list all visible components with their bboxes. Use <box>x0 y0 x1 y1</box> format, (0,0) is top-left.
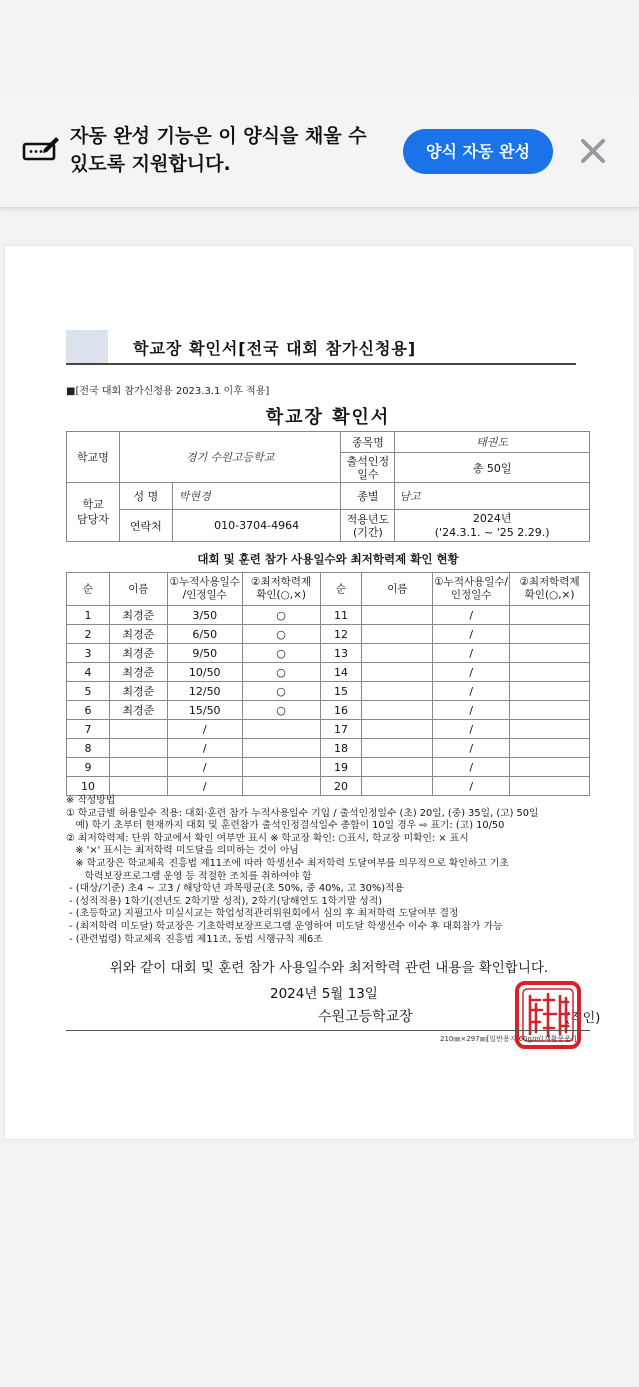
row-days: / <box>433 739 510 758</box>
row-check: ○ <box>242 606 320 625</box>
table-row <box>67 644 590 663</box>
col-check: ②최저학력제 확인(○,×) <box>242 573 320 606</box>
row-days: 3/50 <box>167 606 242 625</box>
row-name <box>362 758 433 777</box>
usage-table-header <box>67 573 590 606</box>
row-name <box>362 663 433 682</box>
instruction-line: ※ 학교장은 학교체육 진흥법 제11조에 따라 학생선수 최저학력 도달여부를 의무적으로 확인하고 기초 <box>66 857 509 869</box>
row-name <box>109 739 167 758</box>
row-no: 11 <box>320 606 362 625</box>
header-decor <box>66 330 108 364</box>
row-check <box>242 758 320 777</box>
period-value: ('24.3.1. ~ '25 2.29.) <box>434 525 550 539</box>
row-days: / <box>433 644 510 663</box>
row-no: 3 <box>67 644 110 663</box>
staff-label: 학교 담당자 <box>67 483 120 542</box>
row-name <box>362 777 433 796</box>
contact-label: 연락처 <box>119 510 172 542</box>
instructions <box>66 795 596 946</box>
row-no: 7 <box>67 720 110 739</box>
table-row <box>67 682 590 701</box>
table-row <box>67 758 590 777</box>
col-check-2: ②최저학력제 확인(○,×) <box>510 573 590 606</box>
instruction-line: ① 학교급별 허용일수 적용: 대회·훈련 참가 누적사용일수 기입 / 출석인정일수 (초) 20일, (중) 35일, (고) 50일 <box>66 807 539 819</box>
principal-name: 수원고등학교장 <box>318 1009 413 1025</box>
form-subnote: ■[전국 대회 참가신청용 2023.3.1 이후 적용] <box>66 386 270 397</box>
table-row <box>67 701 590 720</box>
instruction-line: - (대상/기준) 초4 ~ 고3 / 해당학년 과목평균(초 50%, 중 40%, 고 30%)적용 <box>66 883 404 895</box>
row-no: 18 <box>320 739 362 758</box>
row-days: / <box>167 758 242 777</box>
row-days: 15/50 <box>167 701 242 720</box>
row-name: 최경준 <box>109 625 167 644</box>
row-days: / <box>433 625 510 644</box>
row-no: 14 <box>320 663 362 682</box>
row-days: / <box>433 606 510 625</box>
row-check <box>510 625 590 644</box>
row-days: / <box>433 720 510 739</box>
row-check <box>510 663 590 682</box>
row-check <box>510 701 590 720</box>
instruction-line: ※ 작성방법 <box>66 795 116 806</box>
row-check: ○ <box>242 701 320 720</box>
row-check <box>242 777 320 796</box>
name-label: 성 명 <box>119 483 172 510</box>
row-no: 4 <box>67 663 110 682</box>
row-days: 12/50 <box>167 682 242 701</box>
table-row <box>67 625 590 644</box>
row-days: / <box>167 720 242 739</box>
instruction-line: - (초등학교) 지필고사 미실시교는 학업성적관리위원회에서 심의 후 최저학력 도달여부 결정 <box>66 908 459 920</box>
sport-label: 종목명 <box>341 432 395 453</box>
row-days: 10/50 <box>167 663 242 682</box>
row-check <box>510 682 590 701</box>
row-check <box>510 644 590 663</box>
row-name <box>362 606 433 625</box>
gender-value: 남고 <box>395 483 590 510</box>
info-table <box>66 431 590 542</box>
row-no: 1 <box>67 606 110 625</box>
row-no: 13 <box>320 644 362 663</box>
year-label: 적용년도 (기간) <box>341 510 395 542</box>
row-check <box>510 720 590 739</box>
row-name: 최경준 <box>109 682 167 701</box>
table-row <box>67 739 590 758</box>
name-value: 박현경 <box>172 483 341 510</box>
gender-label: 종별 <box>341 483 395 510</box>
document-title: 학교장 확인서 <box>265 407 391 428</box>
col-days: ①누적사용일수 /인정일수 <box>167 573 242 606</box>
row-name <box>109 777 167 796</box>
row-no: 17 <box>320 720 362 739</box>
row-name <box>362 644 433 663</box>
row-days: / <box>167 777 242 796</box>
top-spacer <box>0 0 639 96</box>
issue-date: 2024년 5월 13일 <box>270 986 378 1002</box>
row-days: / <box>167 739 242 758</box>
instruction-line: ② 최저학력제: 단위 학교에서 확인 여부만 표시 ※ 학교장 확인: ○표시, 학교장 미확인: × 표시 <box>66 832 469 844</box>
row-no: 15 <box>320 682 362 701</box>
table-row <box>67 777 590 796</box>
row-days: / <box>433 663 510 682</box>
row-no: 20 <box>320 777 362 796</box>
instruction-line: 학력보장프로그램 운영 등 적절한 조치를 취하여야 함 <box>66 870 312 882</box>
instruction-line: - (관련법령) 학교체육 진흥법 제11조, 동법 시행규칙 제6조 <box>66 933 323 945</box>
header-title: 학교장 확인서[전국 대회 참가신청용] <box>133 339 417 358</box>
row-name <box>362 625 433 644</box>
col-name: 이름 <box>109 573 167 606</box>
row-name: 최경준 <box>109 663 167 682</box>
table-row <box>67 606 590 625</box>
row-days: / <box>433 682 510 701</box>
row-check: ○ <box>242 682 320 701</box>
row-no: 5 <box>67 682 110 701</box>
instruction-line: - (최저학력 미도달) 학교장은 기초학력보장프로그램 운영하여 미도달 학생선수 이수 후 대회참가 가능 <box>66 920 503 932</box>
row-days: 6/50 <box>167 625 242 644</box>
table-row <box>67 720 590 739</box>
usage-table <box>66 572 590 796</box>
row-days: / <box>433 758 510 777</box>
row-check <box>510 777 590 796</box>
row-no: 9 <box>67 758 110 777</box>
row-name: 최경준 <box>109 701 167 720</box>
autofill-message: 자동 완성 기능은 이 양식을 채울 수 있도록 지원합니다. <box>70 125 367 175</box>
row-check <box>510 739 590 758</box>
footer-divider <box>66 1030 590 1031</box>
confirmation-text: 위와 같이 대회 및 훈련 참가 사용일수와 최저학력 관련 내용을 확인합니다. <box>109 960 549 976</box>
year-cell <box>395 510 590 542</box>
close-icon[interactable] <box>578 136 608 166</box>
row-check: ○ <box>242 625 320 644</box>
section-title: 대회 및 훈련 참가 사용일수와 최저학력제 확인 현황 <box>197 552 459 566</box>
row-days: / <box>433 777 510 796</box>
row-name <box>362 682 433 701</box>
row-no: 16 <box>320 701 362 720</box>
col-days-2: ①누적사용일수/ 인정일수 <box>433 573 510 606</box>
col-no-2: 순 <box>320 573 362 606</box>
row-check: ○ <box>242 663 320 682</box>
paper-size-note: 210㎜×297㎜[일반용지 60g/㎡(재활용품)] <box>440 1035 577 1043</box>
row-name <box>109 720 167 739</box>
school-label: 학교명 <box>67 432 120 483</box>
row-name <box>362 720 433 739</box>
row-days: / <box>433 701 510 720</box>
instruction-line: 예) 학기 초부터 현재까지 대회 및 훈련참가 출석인정결석일수 총합이 10일 경우 ⇨ 표기: (고) 10/50 <box>66 820 505 832</box>
row-days: 9/50 <box>167 644 242 663</box>
row-check: ○ <box>242 644 320 663</box>
row-check <box>510 758 590 777</box>
col-no: 순 <box>67 573 110 606</box>
row-check <box>510 606 590 625</box>
row-name: 최경준 <box>109 644 167 663</box>
col-name-2: 이름 <box>362 573 433 606</box>
attendance-value: 총 50일 <box>395 453 590 483</box>
school-value: 경기 수원고등학교 <box>119 432 341 483</box>
row-name: 최경준 <box>109 606 167 625</box>
table-row <box>67 663 590 682</box>
header-divider <box>66 363 576 365</box>
sport-value: 태권도 <box>395 432 590 453</box>
row-no: 19 <box>320 758 362 777</box>
instruction-line: ※ '×' 표시는 최저학력 미도달을 의미하는 것이 아님 <box>66 845 299 857</box>
row-check <box>242 720 320 739</box>
autofill-button[interactable]: 양식 자동 완성 <box>403 129 553 174</box>
row-name <box>362 701 433 720</box>
instruction-line: - (성적적용) 1학기(전년도 2학기말 성적), 2학기(당해연도 1학기말 성적) <box>66 895 383 907</box>
year-value: 2024년 <box>472 511 512 525</box>
row-no: 8 <box>67 739 110 758</box>
row-no: 6 <box>67 701 110 720</box>
row-check <box>242 739 320 758</box>
row-no: 12 <box>320 625 362 644</box>
row-name <box>362 739 433 758</box>
row-no: 2 <box>67 625 110 644</box>
autofill-form-icon <box>22 133 60 165</box>
contact-value: 010-3704-4964 <box>172 510 341 542</box>
row-no: 10 <box>67 777 110 796</box>
seal-suffix: (직인) <box>565 1011 601 1026</box>
attendance-label: 출석인정 일수 <box>341 453 395 483</box>
row-name <box>109 758 167 777</box>
